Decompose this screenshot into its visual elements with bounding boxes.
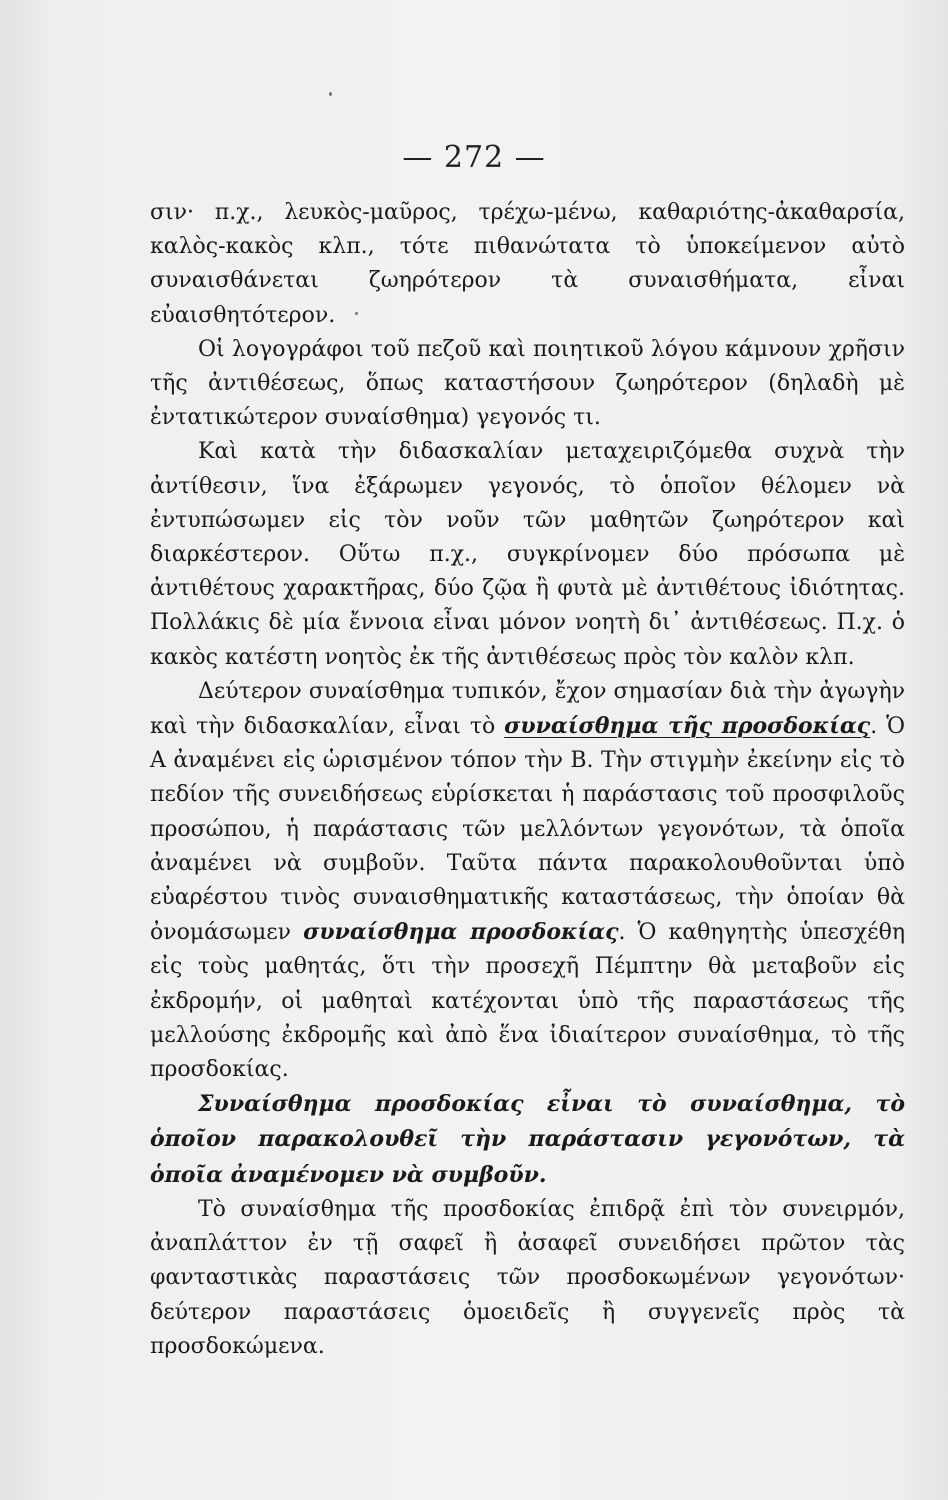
emphasized-term: συναίσθημα προσδοκίας <box>303 919 619 946</box>
paragraph-text: Καὶ κατὰ τὴν διδασκαλίαν μεταχειριζόμεθα συχνὰ τὴν ἀντίθεσιν, ἵνα ἐξάρωμεν γεγονός, τὸ ὁποῖον θέλομεν νὰ ἐντυπώσωμεν εἰς τὸν νοῦν τῶν μαθητῶν ζωηρότερον καὶ διαρκέστερον. Οὕτω π.χ., συγκρίνομεν δύο πρόσωπα μὲ ἀντιθέτους χαρακτῆρας, δύο ζῷα ἢ φυτὰ μὲ ἀντιθέτους ἰδιότητας. Πολλάκις δὲ μία ἔννοια εἶναι μόνον νοητὴ δι᾽ ἀντιθέσεως. Π.χ. ὁ κακὸς κατέστη νοητὸς ἐκ τῆς ἀντιθέσεως πρὸς τὸν καλὸν κλπ. <box>150 439 905 670</box>
paragraph-text: σιν· π.χ., λευκὸς-μαῦρος, τρέχω-μένω, καθαριότης-ἀκαθαρσία, καλὸς-κακὸς κλπ., τότε πιθανώτατα τὸ ὑποκείμενον αὐτὸ συναισθάνεται ζωηρότερον τὰ συναισθήματα, εἶναι εὐαισθητότερον. <box>150 200 905 328</box>
definition-text: Συναίσθημα προσδοκίας εἶναι τὸ συναίσθημα, τὸ ὁποῖον παρακολουθεῖ τὴν παράστασιν γεγονότων, τὰ ὁποῖα ἀναμένομεν νὰ συμβοῦν. <box>150 1091 905 1188</box>
definition-paragraph <box>150 1087 905 1193</box>
paragraph <box>150 196 905 333</box>
page-number: — 272 — <box>402 140 546 175</box>
body-text <box>150 196 905 1364</box>
paragraph-text: Δεύτερον συναίσθημα τυπικόν, ἔχον σημασίαν διὰ τὴν ἀγωγὴν καὶ τὴν διδασκαλίαν, εἶναι τὸ <box>150 678 905 740</box>
paragraph <box>150 675 905 1087</box>
paragraph-text: . Ὁ καθηγητὴς ὑπεσχέθη εἰς τοὺς μαθητάς, ὅτι τὴν προσεχῆ Πέμπτην θὰ μεταβοῦν εἰς ἐκδρομήν, οἱ μαθηταὶ κατέχονται ὑπὸ τῆς παραστάσεως τῆς μελλούσης ἐκδρομῆς καὶ ἀπὸ ἕνα ἰδιαίτερον συναίσθημα, τὸ τῆς προσδοκίας. <box>150 920 905 1083</box>
emphasized-term: συναίσθημα τῆς προσδοκίας <box>504 713 871 740</box>
paragraph-text: Τὸ συναίσθημα τῆς προσδοκίας ἐπιδρᾷ ἐπὶ τὸν συνειρμόν, ἀναπλάττον ἐν τῇ σαφεῖ ἢ ἀσαφεῖ συνειδήσει πρῶτον τὰς φανταστικὰς παραστάσεις τῶν προσδοκωμένων γεγονότων· δεύτερον παραστάσεις ὁμοειδεῖς ἢ συγγενεῖς πρὸς τὰ προσδοκώμενα. <box>150 1196 905 1359</box>
paragraph <box>150 1193 905 1364</box>
paragraph <box>150 333 905 436</box>
print-speck <box>329 92 332 96</box>
paragraph <box>150 435 905 674</box>
paragraph-text: . Ὁ Α ἀναμένει εἰς ὡρισμένον τόπον τὴν Β. Τὴν στιγμὴν ἐκείνην εἰς τὸ πεδίον τῆς συνειδήσεως εὑρίσκεται ἡ παράστασις τοῦ προσφιλοῦς προσώπου, ἡ παράστασις τῶν μελλόντων γεγονότων, τὰ ὁποῖα ἀναμένει νὰ συμβοῦν. Ταῦτα πάντα παρακολουθοῦνται ὑπὸ εὐαρέστου τινὸς συναισθηματικῆς καταστάσεως, τὴν ὁποίαν θὰ ὀνομάσωμεν <box>150 714 905 946</box>
paragraph-text: Οἱ λογογράφοι τοῦ πεζοῦ καὶ ποιητικοῦ λόγου κάμνουν χρῆσιν τῆς ἀντιθέσεως, ὅπως καταστήσουν ζωηρότερον (δηλαδὴ μὲ ἐντατικώτερον συναίσθημα) γεγονός τι. <box>150 336 905 431</box>
